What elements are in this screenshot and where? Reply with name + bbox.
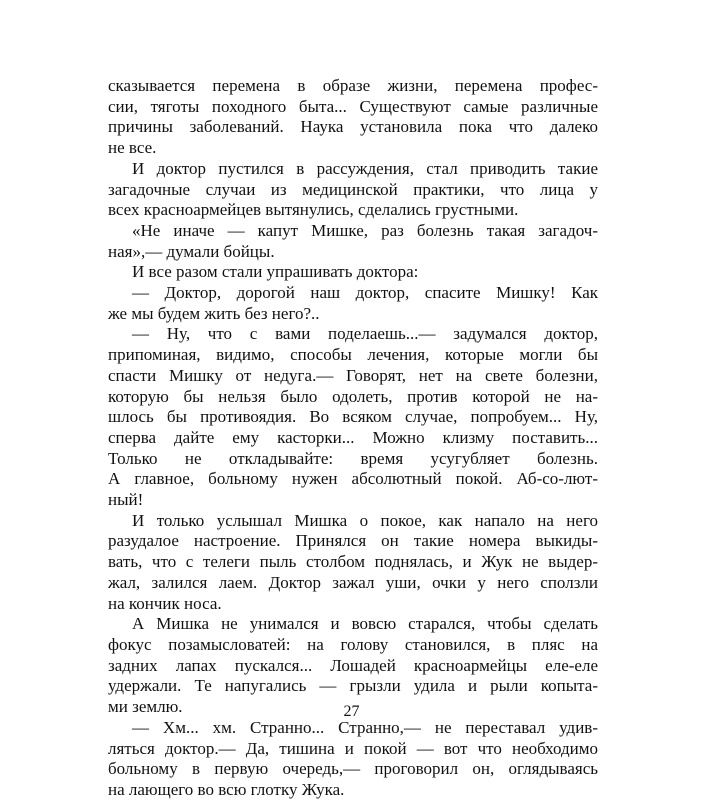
text-line: А Мишка не унимался и вовсю старался, чтобы сделать xyxy=(132,614,598,634)
page-number: 27 xyxy=(343,703,360,720)
text-line: ный! xyxy=(108,490,144,510)
text-line: которую бы нельзя было одолеть, против которой не на- xyxy=(108,386,598,406)
text-line: загадочные случаи из медицинской практики, что лица у xyxy=(108,179,598,199)
text-line: же мы будем жить без него?.. xyxy=(108,303,320,323)
paragraph xyxy=(108,324,598,510)
text-line: припоминая, видимо, способы лечения, которые могли бы xyxy=(108,345,598,365)
text-line: на кончик носа. xyxy=(108,593,222,613)
text-line: сказывается перемена в образе жизни, перемена профес- xyxy=(108,76,598,95)
text-line: И доктор пустился в рассуждения, стал приводить такие xyxy=(132,158,598,178)
text-line: удержали. Те напугались — грызли удила и рыли копыта- xyxy=(108,676,598,696)
text-line: «Не иначе — капут Мишке, раз болезнь такая загадоч- xyxy=(132,220,598,240)
paragraph xyxy=(108,718,598,801)
text-line: вать, что с телеги пыль столбом поднялась, и Жук не выдер- xyxy=(108,552,598,572)
text-line: ная»,— думали бойцы. xyxy=(108,241,275,261)
paragraph xyxy=(108,283,598,324)
text-line: Только не откладывайте: время усугубляет болезнь. xyxy=(108,448,598,468)
text-line: задних лапах пускался... Лошадей красноармейцы еле-еле xyxy=(108,655,598,675)
text-line: ляться доктор.— Да, тишина и покой — вот что необходимо xyxy=(108,738,598,758)
paragraph xyxy=(108,511,598,615)
text-line: шлось бы противоядия. Во всяком случае, попробуем... Ну, xyxy=(108,407,598,427)
text-line: ми землю. xyxy=(108,697,183,717)
book-page-text xyxy=(108,76,598,801)
text-line: спасти Мишку от недуга.— Говорят, нет на свете болезни, xyxy=(108,365,598,385)
text-line: сперва дайте ему касторки... Можно клизму поставить... xyxy=(108,427,598,447)
text-line: фокус позамысловатей: на голову становился, в пляс на xyxy=(108,634,598,654)
text-line: И все разом стали упрашивать доктора: xyxy=(132,262,419,282)
text-line: сии, тяготы походного быта... Существуют самые различные xyxy=(108,96,598,116)
text-line: разудалое настроение. Принялся он такие номера выкиды- xyxy=(108,531,598,551)
text-line: — Доктор, дорогой наш доктор, спасите Мишку! Как xyxy=(132,283,598,303)
text-line: И только услышал Мишка о покое, как напало на него xyxy=(132,510,598,530)
paragraph xyxy=(108,221,598,262)
text-line: больному в первую очередь,— проговорил он, оглядываясь xyxy=(108,759,598,779)
paragraph xyxy=(108,262,598,283)
text-line: на лающего во всю глотку Жука. xyxy=(108,779,345,799)
text-line: причины заболеваний. Наука установила пока что далеко xyxy=(108,117,598,137)
text-line: всех красноармейцев вытянулись, сделались грустными. xyxy=(108,200,519,220)
text-line: — Ну, что с вами поделаешь...— задумался доктор, xyxy=(132,324,598,344)
text-line: — Хм... хм. Странно... Странно,— не переставал удив- xyxy=(132,717,598,737)
text-line: А главное, больному нужен абсолютный покой. Аб-со-лют- xyxy=(108,469,598,489)
paragraph xyxy=(108,76,598,159)
text-line: жал, залился лаем. Доктор зажал уши, очки у него сползли xyxy=(108,572,598,592)
paragraph xyxy=(108,159,598,221)
text-line: не все. xyxy=(108,138,157,158)
